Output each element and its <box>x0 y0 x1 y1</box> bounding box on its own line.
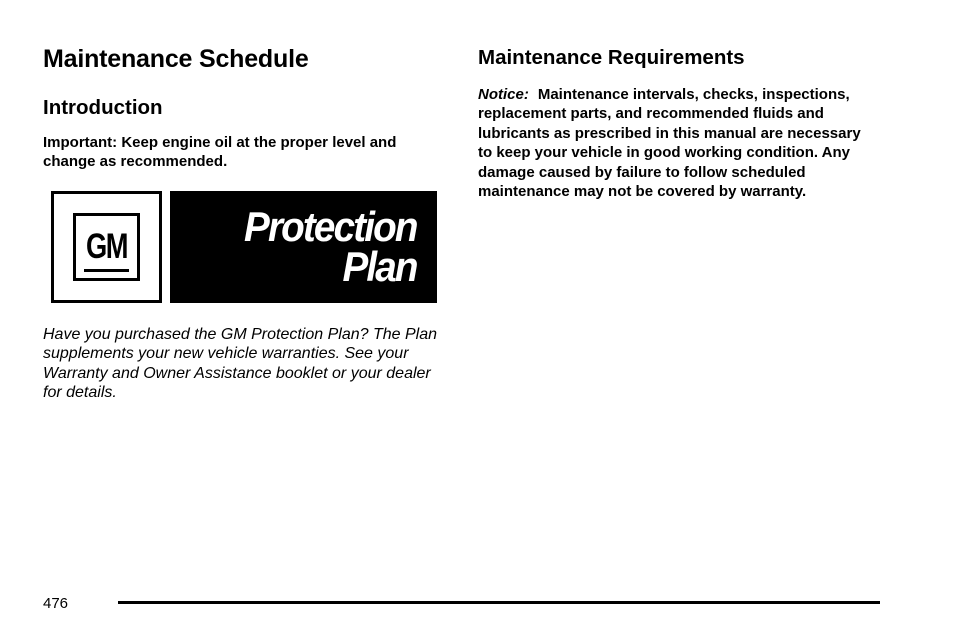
gm-protection-plan-logo <box>51 191 437 303</box>
gm-logo <box>51 191 162 303</box>
introduction-heading: Introduction <box>43 96 163 119</box>
page-title: Maintenance Schedule <box>43 45 309 73</box>
protection-plan-caption: Have you purchased the GM Protection Plan? The Plan supplements your new vehicle warranties. See your Warranty and Owner Assistance booklet or your dealer for details. <box>43 326 437 401</box>
protection-plan-logo <box>170 191 437 303</box>
footer-rule <box>118 601 880 604</box>
protection-plan-line2: Plan <box>342 243 417 290</box>
important-note: Important: Keep engine oil at the proper level and change as recommended. <box>43 134 397 171</box>
notice-text: Maintenance intervals, checks, inspections, replacement parts, and recommended fluids and lubricants as prescribed in this manual are necessary to keep your vehicle in good working condition. Any damage caused by failure to follow scheduled maintenance may not be covered by warranty. <box>478 86 861 201</box>
gm-logo-text: GM <box>86 227 127 266</box>
notice-label: Notice: <box>478 86 529 103</box>
maintenance-requirements-heading: Maintenance Requirements <box>478 46 745 69</box>
notice-paragraph <box>478 85 873 201</box>
protection-plan-line1: Protection <box>244 203 417 250</box>
left-column <box>43 44 443 172</box>
right-column <box>478 44 878 201</box>
page-number: 476 <box>43 595 69 612</box>
gm-logo-underline <box>84 269 129 272</box>
